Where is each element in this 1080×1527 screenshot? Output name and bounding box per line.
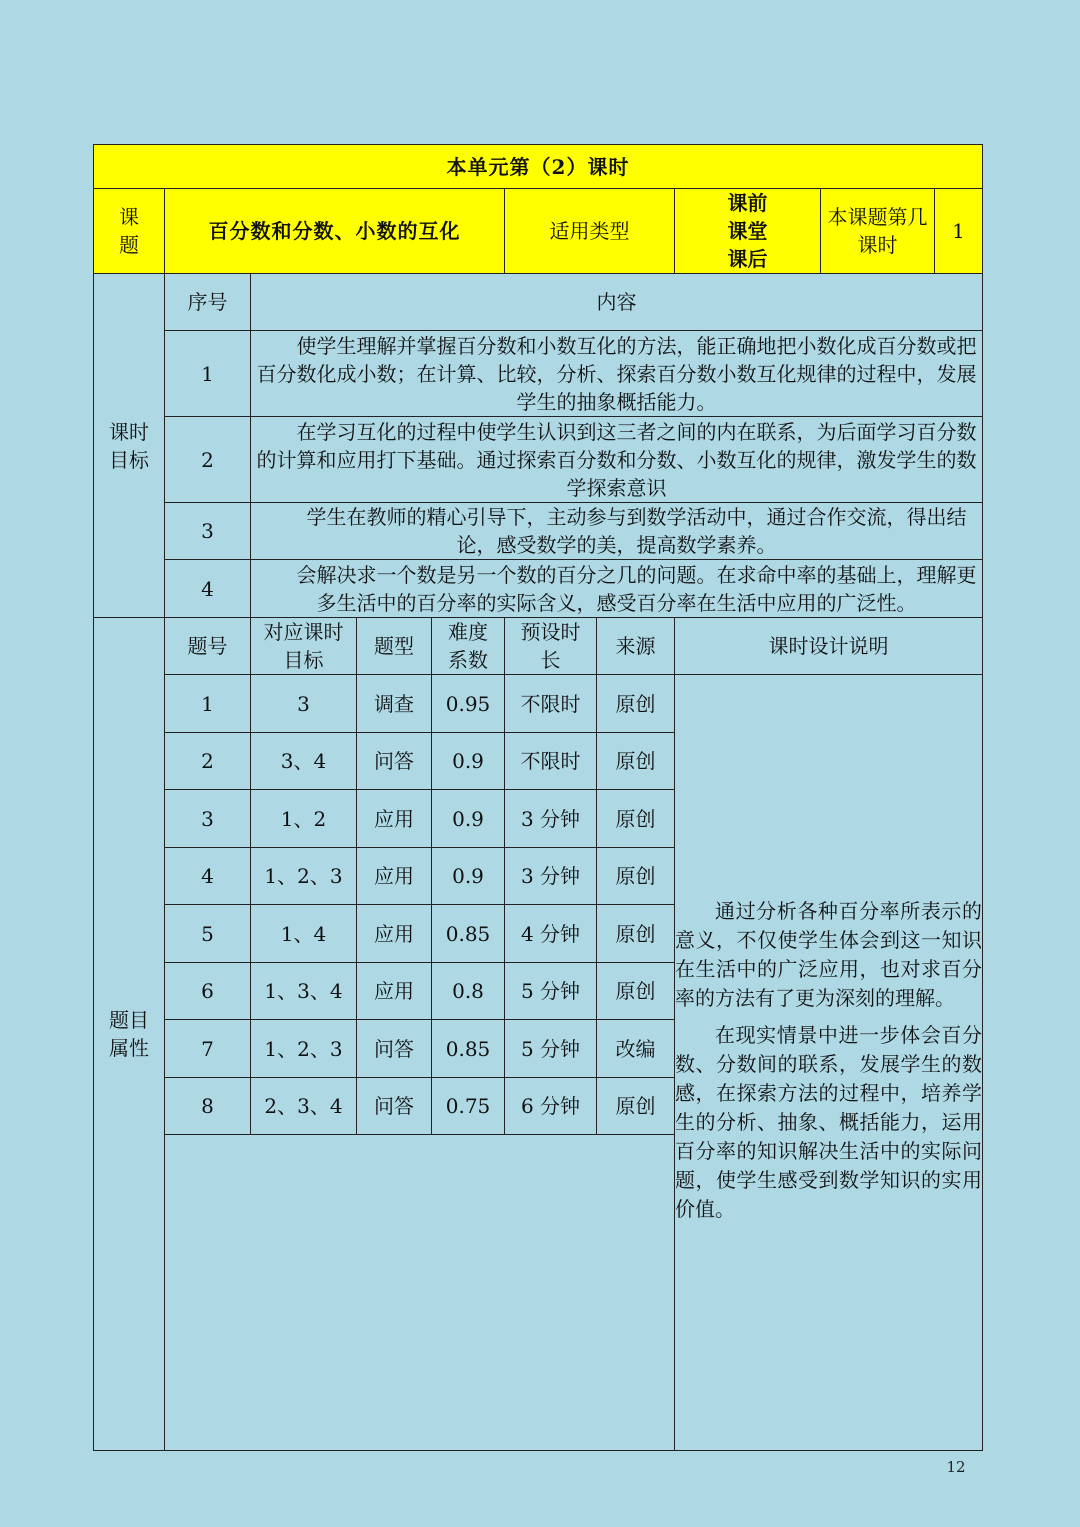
- topic-label: [94, 189, 165, 274]
- objectives-label-text: 课时目标: [109, 419, 149, 472]
- page-number: 12: [946, 1458, 966, 1476]
- topic-name: 百分数和分数、小数的互化: [165, 189, 505, 274]
- q-no: 4: [165, 848, 251, 905]
- q-objective: 2、3、4: [251, 1078, 357, 1135]
- q-source: 原创: [597, 1078, 675, 1135]
- q-time: 3 分钟: [505, 848, 597, 905]
- q-objective: 1、4: [251, 905, 357, 963]
- q-source: 原创: [597, 848, 675, 905]
- q-time: 6 分钟: [505, 1078, 597, 1135]
- q-type: 应用: [357, 848, 432, 905]
- topic-label-text: 课题: [119, 205, 139, 257]
- type-option: 课堂: [727, 219, 768, 243]
- empty-question-area: [165, 1135, 675, 1451]
- unit-title: 本单元第（2）课时: [94, 145, 983, 189]
- q-type: 问答: [357, 1078, 432, 1135]
- q-col-design: 课时设计说明: [675, 618, 983, 675]
- q-difficulty: 0.8: [432, 963, 505, 1020]
- q-no: 3: [165, 790, 251, 848]
- q-objective: 1、2、3: [251, 848, 357, 905]
- q-col-objective: [251, 618, 357, 675]
- q-difficulty: 0.85: [432, 1020, 505, 1078]
- q-no: 7: [165, 1020, 251, 1078]
- questions-label-text: 题目属性: [109, 1008, 149, 1060]
- q-col-time: [505, 618, 597, 675]
- q-type: 问答: [357, 1020, 432, 1078]
- q-col-difficulty-text: 难度系数: [448, 620, 488, 672]
- q-source: 原创: [597, 790, 675, 848]
- objective-text: 在学习互化的过程中使学生认识到这三者之间的内在联系，为后面学习百分数的计算和应用打下基础。通过探索百分数和分数、小数互化的规律，激发学生的数学探索意识: [251, 417, 983, 503]
- type-options-list: [675, 189, 820, 273]
- lesson-number-label-text: 本课题第几课时: [827, 205, 928, 257]
- q-time: 3 分钟: [505, 790, 597, 848]
- q-difficulty: 0.9: [432, 790, 505, 848]
- q-difficulty: 0.85: [432, 905, 505, 963]
- type-label: 适用类型: [505, 189, 675, 274]
- type-option: 课后: [727, 247, 768, 271]
- objective-no: 1: [165, 331, 251, 417]
- q-objective: 3、4: [251, 733, 357, 790]
- objectives-section-label: [94, 274, 165, 618]
- q-source: 原创: [597, 905, 675, 963]
- objective-no: 2: [165, 417, 251, 503]
- q-objective: 1、2、3: [251, 1020, 357, 1078]
- q-time: 不限时: [505, 675, 597, 733]
- design-notes: [675, 675, 983, 1451]
- q-time: 不限时: [505, 733, 597, 790]
- q-difficulty: 0.75: [432, 1078, 505, 1135]
- q-type: 应用: [357, 790, 432, 848]
- q-difficulty: 0.9: [432, 733, 505, 790]
- q-col-source: 来源: [597, 618, 675, 675]
- q-source: 改编: [597, 1020, 675, 1078]
- q-objective: 1、2: [251, 790, 357, 848]
- q-no: 2: [165, 733, 251, 790]
- q-type: 调查: [357, 675, 432, 733]
- q-no: 6: [165, 963, 251, 1020]
- q-no: 8: [165, 1078, 251, 1135]
- q-no: 1: [165, 675, 251, 733]
- design-notes-body: [675, 897, 982, 1224]
- objectives-col-no: 序号: [165, 274, 251, 331]
- q-difficulty: 0.9: [432, 848, 505, 905]
- q-col-difficulty: [432, 618, 505, 675]
- type-options: [675, 189, 821, 274]
- q-col-time-text: 预设时长: [520, 620, 581, 672]
- q-col-objective-text: 对应课时目标: [263, 620, 344, 672]
- lesson-design-table: [93, 144, 983, 1451]
- q-objective: 3: [251, 675, 357, 733]
- q-objective: 1、3、4: [251, 963, 357, 1020]
- q-col-type: 题型: [357, 618, 432, 675]
- q-time: 4 分钟: [505, 905, 597, 963]
- type-option: 课前: [727, 191, 768, 215]
- objectives-col-content: 内容: [251, 274, 983, 331]
- q-difficulty: 0.95: [432, 675, 505, 733]
- q-type: 应用: [357, 963, 432, 1020]
- lesson-number-value: 1: [935, 189, 983, 274]
- q-no: 5: [165, 905, 251, 963]
- q-col-no: 题号: [165, 618, 251, 675]
- objective-text: 学生在教师的精心引导下，主动参与到数学活动中，通过合作交流，得出结论，感受数学的美，提高数学素养。: [251, 503, 983, 560]
- objective-text: 会解决求一个数是另一个数的百分之几的问题。在求命中率的基础上，理解更多生活中的百分率的实际含义，感受百分率在生活中应用的广泛性。: [251, 560, 983, 618]
- objective-no: 4: [165, 560, 251, 618]
- objective-text: 使学生理解并掌握百分数和小数互化的方法，能正确地把小数化成百分数或把百分数化成小数；在计算、比较，分析、探索百分数小数互化规律的过程中，发展学生的抽象概括能力。: [251, 331, 983, 417]
- q-time: 5 分钟: [505, 963, 597, 1020]
- q-type: 问答: [357, 733, 432, 790]
- q-source: 原创: [597, 733, 675, 790]
- q-time: 5 分钟: [505, 1020, 597, 1078]
- objective-no: 3: [165, 503, 251, 560]
- lesson-number-label: [821, 189, 935, 274]
- q-type: 应用: [357, 905, 432, 963]
- design-paragraph: 在现实情景中进一步体会百分数、分数间的联系，发展学生的数感，在探索方法的过程中，培养学生的分析、抽象、概括能力，运用百分率的知识解决生活中的实际问题，使学生感受到数学知识的实用价值。: [675, 1023, 983, 1221]
- q-source: 原创: [597, 963, 675, 1020]
- questions-section-label: [94, 618, 165, 1451]
- q-source: 原创: [597, 675, 675, 733]
- design-paragraph: 通过分析各种百分率所表示的意义，不仅使学生体会到这一知识在生活中的广泛应用，也对求百分率的方法有了更为深刻的理解。: [675, 899, 983, 1010]
